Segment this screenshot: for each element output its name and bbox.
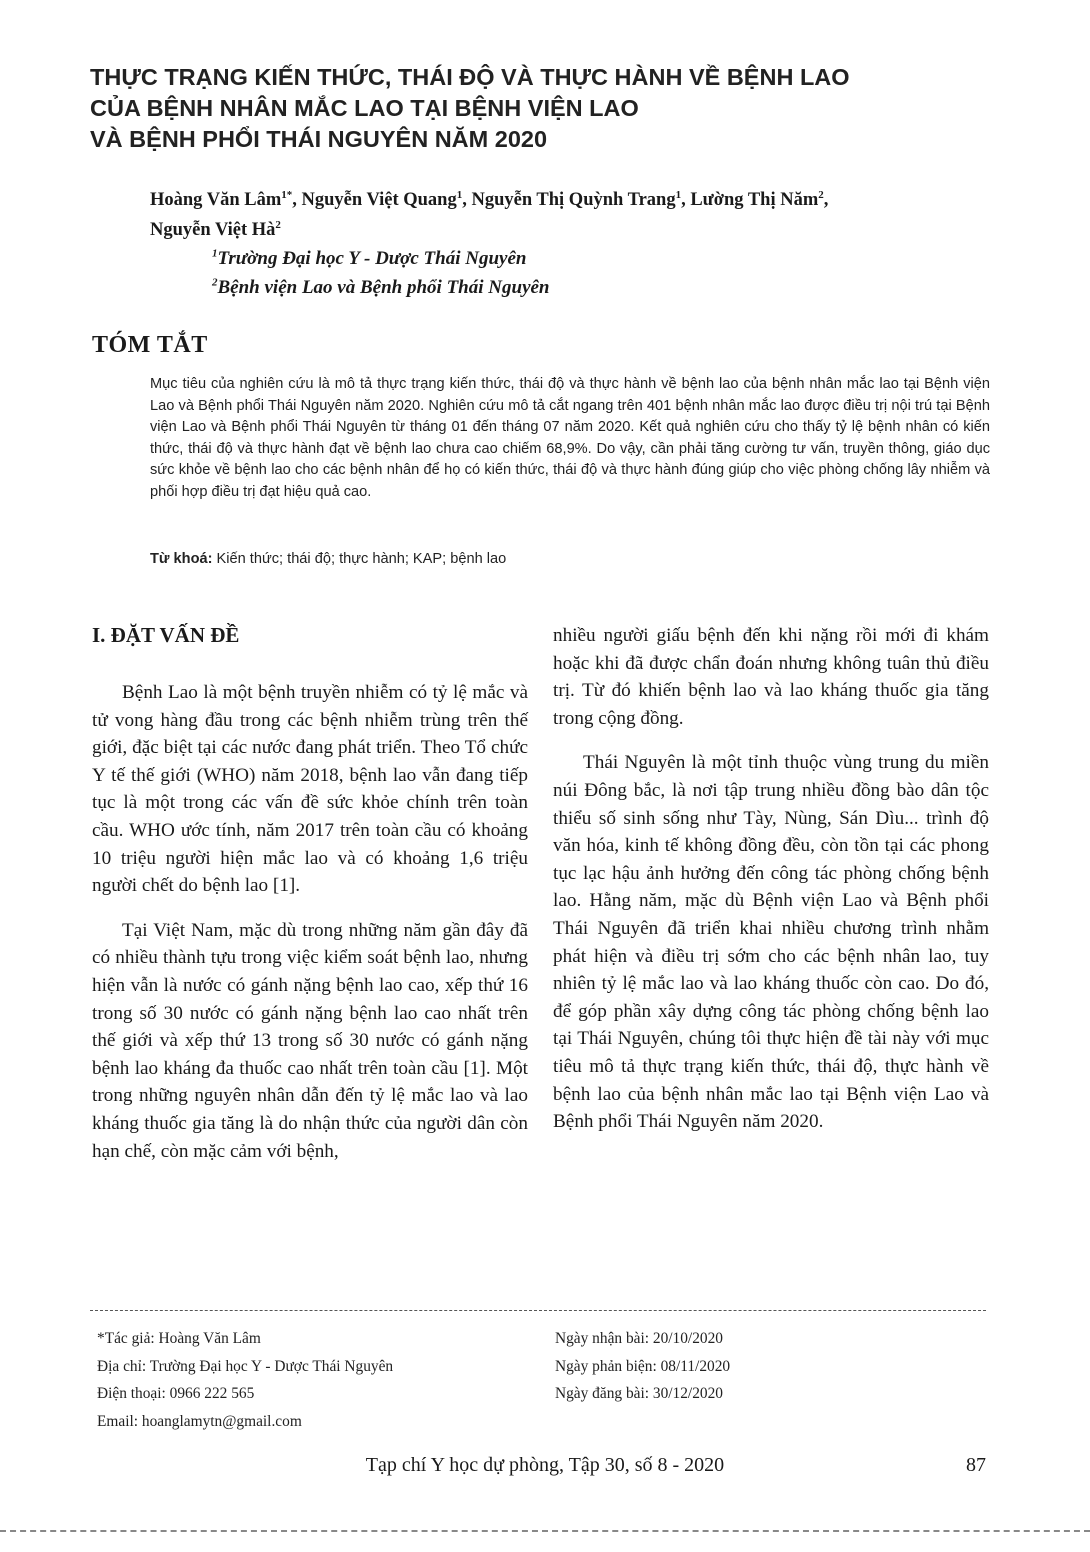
author-email: Email: hoanglamytn@gmail.com (97, 1412, 302, 1430)
abstract-heading: TÓM TẮT (92, 332, 208, 358)
author-name: Hoàng Văn Lâm (150, 190, 282, 210)
affiliation-name: Bệnh viện Lao và Bệnh phổi Thái Nguyên (217, 277, 550, 298)
affiliation-sup: 1 (212, 247, 218, 260)
author-name: Nguyễn Thị Quỳnh Trang (471, 190, 676, 210)
date-reviewed: Ngày phản biện: 08/11/2020 (555, 1357, 731, 1375)
author-phone: Điện thoại: 0966 222 565 (97, 1385, 255, 1402)
author-name: Lường Thị Năm (690, 190, 819, 210)
footnote-divider (90, 1310, 986, 1311)
keywords (150, 551, 506, 567)
body-column-right (553, 622, 989, 1153)
title-line-3: VÀ BỆNH PHỔI THÁI NGUYÊN NĂM 2020 (90, 126, 548, 152)
corresponding-author: *Tác giả: Hoàng Văn Lâm (97, 1330, 261, 1347)
title-line-2: CỦA BỆNH NHÂN MẮC LAO TẠI BỆNH VIỆN LAO (90, 95, 639, 121)
intro-paragraph-1: Bệnh Lao là một bệnh truyền nhiễm có tỷ lệ mắc và tử vong hàng đầu trong các bệnh nhiễm trùng trên thế giới, đặc biệt tại các nước đang phát triển. Theo Tổ chức Y tế thế giới (WHO) năm 2018, bệnh lao vẫn đang tiếp tục là một trong các vấn đề sức khỏe chính trên toàn cầu. WHO ước tính, năm 2017 trên toàn cầu có khoảng 10 triệu người hiện mắc lao và có khoảng 1,6 triệu người chết do bệnh lao [1]. (92, 682, 528, 897)
affiliation-sup: 2 (212, 276, 218, 289)
author-sup: 2 (275, 218, 281, 231)
author-contact (97, 1325, 393, 1435)
author-address: Địa chỉ: Trường Đại học Y - Dược Thái Nguyên (97, 1357, 394, 1375)
intro-paragraph-2-continued: nhiều người giấu bệnh đến khi nặng rồi mới đi khám hoặc khi đã được chẩn đoán nhưng không tuân thủ điều trị. Từ đó khiến bệnh lao và lao kháng thuốc gia tăng trong cộng đồng. (553, 625, 989, 729)
article-title (90, 62, 990, 155)
title-line-1: THỰC TRẠNG KIẾN THỨC, THÁI ĐỘ VÀ THỰC HÀNH VỀ BỆNH LAO (90, 64, 850, 90)
author-name: Nguyễn Việt Quang (301, 190, 457, 210)
bottom-scan-edge (0, 1530, 1090, 1532)
author-sup: 1* (281, 188, 293, 201)
body-column-left (92, 622, 528, 1182)
keywords-value: Kiến thức; thái độ; thực hành; KAP; bệnh lao (216, 551, 507, 567)
author-list: Hoàng Văn Lâm$^{1*}$, Nguyễn Việt Quang$^1$, Nguyễn Thị Quỳnh Trang$^1$, Lường Thị Năm$^2$, Nguyễn Việt $Hà^2$ (150, 188, 829, 240)
author-sup: 1 (456, 188, 463, 201)
author-sup: 1 (675, 188, 682, 201)
date-published: Ngày đăng bài: 30/12/2020 (555, 1385, 723, 1402)
affiliations (212, 244, 550, 302)
keywords-label: Từ khoá: (150, 551, 213, 567)
intro-heading: I. ĐẶT VẤN ĐỀ (92, 623, 240, 647)
intro-paragraph-3: Thái Nguyên là một tỉnh thuộc vùng trung du miền núi Đông bắc, là nơi tập trung nhiều đồng bào dân tộc thiểu số sinh sống như Tày, Nùng, Sán Dìu... trình độ văn hóa, kinh tế không đồng đều, còn tồn tại các phong tục lạc hậu ảnh hưởng đến công tác phòng chống bệnh lao. Hằng năm, mặc dù Bệnh viện Lao và Bệnh phổi Thái Nguyên đã triển khai nhiều chương trình nhằm phát hiện và điều trị sớm cho các bệnh nhân lao, tuy nhiên tỷ lệ mắc lao và lao kháng thuốc còn cao. Do đó, để góp phần xây dựng công tác phòng chống bệnh lao tại Thái Nguyên, chúng tôi thực hiện đề tài này với mục tiêu mô tả thực trạng kiến thức, thái độ, thực hành về bệnh lao của bệnh nhân mắc lao tại Bệnh viện Lao và Bệnh phổi Thái Nguyên năm 2020. (553, 752, 989, 1133)
affiliation-name: Trường Đại học Y - Dược Thái Nguyên (217, 248, 527, 269)
journal-footer: Tạp chí Y học dự phòng, Tập 30, số 8 - 2020 (365, 1454, 725, 1476)
article-dates (555, 1325, 730, 1408)
intro-paragraph-2: Tại Việt Nam, mặc dù trong những năm gần đây đã có nhiều thành tựu trong việc kiểm soát bệnh lao, nhưng hiện vẫn là nước có gánh nặng bệnh lao cao, xếp thứ 16 trong số 30 nước có gánh nặng bệnh lao cao nhất trên thế giới và xếp thứ 13 trong số 30 nước có gánh nặng bệnh lao kháng đa thuốc cao nhất trên toàn cầu [1]. Một trong những nguyên nhân dẫn đến tỷ lệ mắc lao và lao kháng thuốc gia tăng là do nhận thức của người dân còn hạn chế, còn mặc cảm với bệnh, (92, 919, 528, 1162)
abstract-text: Mục tiêu của nghiên cứu là mô tả thực trạng kiến thức, thái độ và thực hành về bệnh lao của bệnh nhân mắc lao tại Bệnh viện Lao và Bệnh phổi Thái Nguyên năm 2020. Nghiên cứu mô tả cắt ngang trên 401 bệnh nhân mắc lao được điều trị nội trú tại Bệnh viện Lao và Bệnh phổi Thái Nguyên từ tháng 01 đến tháng 07 năm 2020. Kết quả nghiên cứu cho thấy tỷ lệ bệnh nhân có kiến thức, thái độ và thực hành đạt về bệnh lao chưa cao chiếm 68,9%. Do vậy, cần phải tăng cường tư vấn, truyền thông, giáo dục sức khỏe về bệnh lao cho các bệnh nhân để họ có kiến thức, thái độ và thực hành đúng giúp cho việc phòng chống lây nhiễm và phối hợp điều trị đạt hiệu quả cao. (150, 376, 990, 500)
date-received: Ngày nhận bài: 20/10/2020 (555, 1330, 723, 1347)
author-name: Nguyễn Việt Hà (150, 220, 276, 240)
page-number: 87 (966, 1454, 986, 1476)
author-sup: 2 (818, 188, 824, 201)
